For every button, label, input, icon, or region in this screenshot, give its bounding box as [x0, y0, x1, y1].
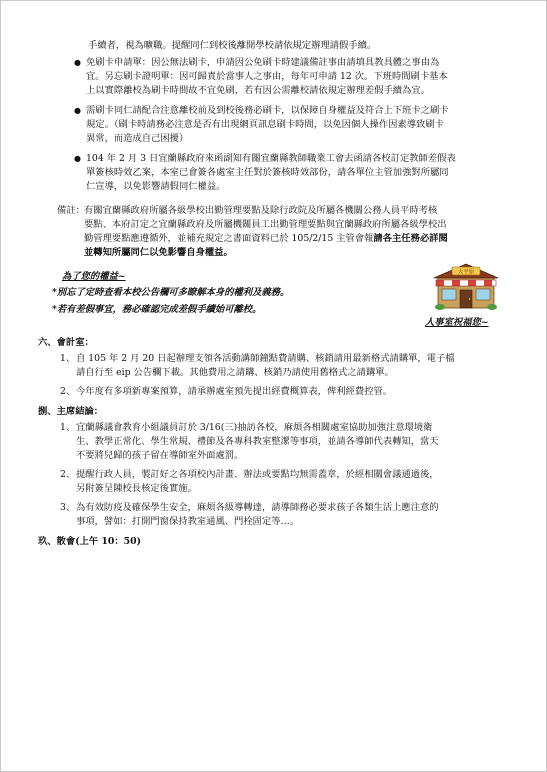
store-window-right [476, 289, 490, 300]
s8-item-1-line-1: 宜蘭縣議會教育小組議員訂於 3/16(三)抽訪各校，麻煩各相關處室協助加強注意環境衛 [76, 422, 433, 433]
bullet-2-line-2: 規定。（刷卡時請務必注意是否有出現網頁訊息刷卡時間，以免因個人操作因素導致刷卡 [86, 119, 444, 130]
bullet-marker: ● [74, 106, 81, 115]
rights-signature: 人事室祝福您~ [425, 317, 489, 328]
rights-line-2: *若有差假事宜，務必確認完成差假手續始可離校。 [52, 304, 262, 315]
rights-title: 為了您的權益~ [62, 271, 126, 282]
s8-item-2-num: 2、 [60, 469, 76, 480]
s8-item-2-line-1: 提醒行政人員，製訂好之各項校內計畫、辦法或要點均無需蓋章，於經相關會議通過後， [76, 469, 439, 480]
bullet-3-line-3: 仁宣導，以免影響請假同仁權益。 [86, 181, 226, 192]
bullet-1-line-3: 上以實際離校為刷卡時間故不宜免刷，若有因公需離校請依規定辦理差假手續為宜。 [86, 85, 430, 96]
s6-item-1-line-1: 自 105 年 2 月 20 日起辦理支領各活動講師鐘點費請購、核銷請用最新格式請購單，電子檔 [76, 353, 455, 364]
s6-item-2-num: 2、 [60, 386, 76, 397]
note-line-3 [84, 232, 448, 246]
store-sign-text: 大平原 [457, 269, 475, 276]
store-icon [432, 262, 500, 310]
s6-item-1-line-2: 請自行至 eip 公告欄下載。其他費用之請購、核銷乃請使用舊格式之請購單。 [76, 367, 394, 378]
section-8-heading: 捌、主席結論： [38, 406, 104, 417]
door-knob [469, 298, 471, 300]
store-illustration [432, 262, 500, 310]
note-line-1: 有關宜蘭縣政府所屬各級學校出勤管理要點及除行政院及所屬各機關公務人員平時考核 [84, 205, 438, 216]
bullet-2-line-3: 異常，而造成自己困擾） [86, 133, 189, 144]
s8-item-3-line-2: 事項，譬如：打開門窗保持教室通風、門栓固定等…。 [76, 516, 300, 527]
bush-right [487, 304, 497, 310]
s8-item-1-num: 1、 [60, 422, 76, 433]
note-label: 備註： [57, 205, 85, 216]
s8-item-3-num: 3、 [60, 502, 76, 513]
note-line-4: 並轉知所屬同仁以免影響自身權益。 [84, 247, 233, 258]
bush-left [435, 304, 445, 310]
note-line-3-text: 勤管理要點應遵循外，並補充規定之書面資料已於 105/2/15 主管會報 [84, 233, 374, 244]
bullet-3-line-2: 單簽核時效乙案，本室已會簽各處室主任對於簽核時效部份，請各單位主管加強對所屬同 [86, 167, 449, 178]
awning [436, 280, 496, 286]
bullet-3-line-1: 104 年 2 月 3 日宜蘭縣政府來函副知有關宜蘭縣教師職業工會去函請各校訂定教師差假表 [86, 153, 456, 164]
s8-item-1-line-2: 生、教學正常化、學生常規、禮節及各專科教室整潔等事項，並請各導師代表轉知，當天 [76, 436, 439, 447]
s8-item-1-line-3: 不要將兒歸的孩子留在導師室外面處罰。 [76, 450, 244, 461]
s6-item-2-line-1: 今年度有多項新專案預算，請承辦處室預先提出經費概算表，俾利經費控管。 [76, 386, 393, 397]
s8-item-3-line-1: 為有效防疫及確保學生安全，麻煩各級導轉達，請導師務必要求孩子各類生活上應注意的 [76, 502, 439, 513]
bullet-1-line-2: 宜。另忘刷卡證明單：因可歸責於當事人之事由，每年可申請 12 次。下班時間刷卡基本 [86, 71, 448, 82]
bullet-1-line-1: 免刷卡申請單：因公無法刷卡，申請因公免刷卡時建議備註事由請填具教具體之事由為 [86, 57, 440, 68]
closing-line: 玖、散會(上午 10：50) [38, 536, 141, 547]
rights-line-1: *別忘了定時查看本校公告欄可多瞭解本身的權利及義務。 [52, 287, 290, 298]
bullet-2-line-1: 需刷卡同仁請配合注意離校前及到校後務必刷卡，以保障自身權益及符合上下班卡之刷卡 [86, 105, 449, 116]
s8-item-2-line-2: 另附簽呈陳校長核定後實施。 [76, 483, 197, 494]
store-window-left [442, 289, 456, 300]
bullet-marker: ● [74, 58, 81, 67]
section-6-heading: 六、會計室： [38, 337, 94, 348]
continuation-line: 手續者，視為曠職。提醒同仁到校後離開學校請依規定辦理請假手續。 [88, 40, 377, 51]
bullet-marker: ● [74, 154, 81, 163]
note-bold-text: 請各主任務必詳閱 [373, 233, 448, 244]
s6-item-1-num: 1、 [60, 353, 76, 364]
note-line-2: 要點、本府訂定之宜蘭縣政府及所屬機關員工出勤管理要點與宜蘭縣政府所屬各級學校出 [84, 219, 447, 230]
